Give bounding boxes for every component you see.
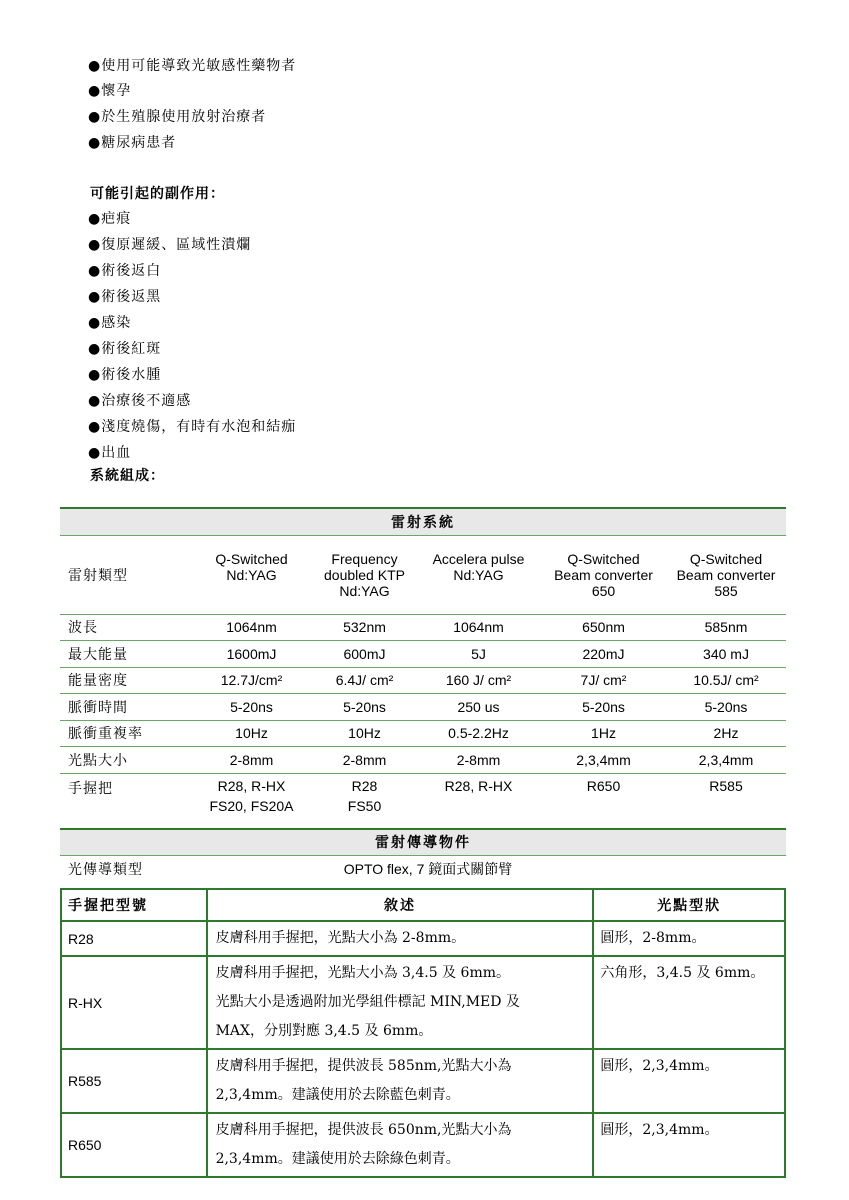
list-item: ●出血	[88, 445, 132, 461]
table-cell: 532nm	[313, 614, 416, 641]
delivery-value: OPTO flex, 7 鏡面式關節臂	[343, 860, 513, 877]
handpiece-description: 皮膚科用手握把，提供波長 650nm,光點大小為 2,3,4mm。建議使用於去除綠色刺青。	[207, 1113, 594, 1177]
laser-type-cell: Q-Switched Nd:YAG	[215, 550, 288, 583]
table-row	[60, 535, 786, 614]
spot-shape: 圓形，2-8mm。	[593, 921, 785, 956]
table-cell: 220mJ	[541, 641, 666, 668]
list-item: ●淺度燒傷，有時有水泡和結痂	[88, 419, 297, 435]
row-label: 雷射類型	[68, 567, 128, 584]
table-cell: 1600mJ	[190, 641, 313, 668]
column-header: 敘述	[207, 889, 594, 921]
handpiece-description: 皮膚科用手握把，光點大小為 2-8mm。	[207, 921, 594, 956]
row-label: 光點大小	[60, 747, 190, 774]
table-cell: 0.5-2.2Hz	[416, 720, 541, 747]
table-cell: 250 us	[416, 694, 541, 721]
list-item: ●使用可能導致光敏感性藥物者	[88, 58, 297, 74]
table-row	[60, 720, 786, 747]
handpiece-model: R-HX	[61, 956, 207, 1049]
table-cell: 1Hz	[541, 720, 666, 747]
table-row	[60, 829, 786, 856]
table-row	[61, 1113, 785, 1177]
handpiece-model: R585	[61, 1049, 207, 1113]
table-cell: 1064nm	[416, 614, 541, 641]
table-cell: 2-8mm	[313, 747, 416, 774]
list-item: ●感染	[88, 315, 132, 331]
table-row	[60, 747, 786, 774]
table-cell: 12.7J/cm²	[190, 667, 313, 694]
laser-type-cell: Q-Switched Beam converter 585	[676, 550, 776, 599]
table-cell: 2-8mm	[416, 747, 541, 774]
table-cell: 2,3,4mm	[666, 747, 786, 774]
table-row	[60, 508, 786, 535]
row-label: 手握把	[60, 773, 190, 829]
table-cell: 10Hz	[313, 720, 416, 747]
handpiece-table	[60, 888, 786, 1178]
table-cell: 5-20ns	[541, 694, 666, 721]
list-item: ●疤痕	[88, 211, 132, 227]
handpiece-cell: R650	[541, 773, 666, 829]
table-row	[60, 641, 786, 668]
table-row	[61, 921, 785, 956]
table-cell: 160 J/ cm²	[416, 667, 541, 694]
handpiece-cell: R585	[666, 773, 786, 829]
system-heading: 系統組成：	[90, 468, 165, 484]
table-cell: 1064nm	[190, 614, 313, 641]
spot-shape: 圓形，2,3,4mm。	[593, 1049, 785, 1113]
handpiece-description: 皮膚科用手握把，提供波長 585nm,光點大小為 2,3,4mm。建議使用於去除藍色刺青。	[207, 1049, 594, 1113]
list-item: ●術後返白	[88, 263, 162, 279]
table-cell: 585nm	[666, 614, 786, 641]
list-item: ●術後水腫	[88, 367, 162, 383]
list-item: ●復原遲緩、區域性潰爛	[88, 237, 252, 253]
table-cell: 2Hz	[666, 720, 786, 747]
row-label: 脈衝時間	[60, 694, 190, 721]
handpiece-model: R28	[61, 921, 207, 956]
row-label: 能量密度	[60, 667, 190, 694]
table-cell: 7J/ cm²	[541, 667, 666, 694]
column-header: 手握把型號	[61, 889, 207, 921]
handpiece-cell: R28 FS50	[313, 773, 416, 829]
side-effects-heading: 可能引起的副作用：	[90, 186, 225, 202]
table-cell: 6.4J/ cm²	[313, 667, 416, 694]
list-item: ●懷孕	[88, 83, 132, 99]
table-header-row	[61, 889, 785, 921]
row-label: 光傳導類型	[68, 861, 143, 878]
table-cell: 10.5J/ cm²	[666, 667, 786, 694]
table-cell: 5J	[416, 641, 541, 668]
table-cell: 650nm	[541, 614, 666, 641]
row-label: 脈衝重複率	[60, 720, 190, 747]
row-label: 波長	[60, 614, 190, 641]
list-item: ●於生殖腺使用放射治療者	[88, 109, 267, 125]
laser-type-cell: Frequency doubled KTP Nd:YAG	[324, 550, 405, 599]
handpiece-description: 皮膚科用手握把，光點大小為 3,4.5 及 6mm。 光點大小是透過附加光學組件標記 MIN,MED 及 MAX，分別對應 3,4.5 及 6mm。	[207, 956, 594, 1049]
table-cell: 600mJ	[313, 641, 416, 668]
laser-type-cell: Q-Switched Beam converter 650	[554, 550, 653, 599]
list-item: ●治療後不適感	[88, 393, 192, 409]
list-item: ●術後紅斑	[88, 341, 162, 357]
table-row	[60, 614, 786, 641]
spot-shape: 圓形，2,3,4mm。	[593, 1113, 785, 1177]
handpiece-cell: R28, R-HX	[416, 773, 541, 829]
column-header: 光點型狀	[593, 889, 785, 921]
table-cell: 5-20ns	[666, 694, 786, 721]
table-cell: 2,3,4mm	[541, 747, 666, 774]
row-label: 最大能量	[60, 641, 190, 668]
laser-system-table	[60, 507, 786, 882]
table-row	[60, 856, 786, 882]
laser-type-cell: Accelera pulse Nd:YAG	[432, 550, 525, 583]
laser-system-title: 雷射系統	[60, 508, 786, 535]
table-cell: 5-20ns	[190, 694, 313, 721]
table-row	[60, 667, 786, 694]
table-row	[61, 956, 785, 1049]
table-row	[60, 773, 786, 829]
handpiece-cell: R28, R-HX FS20, FS20A	[190, 773, 313, 829]
spot-shape: 六角形，3,4.5 及 6mm。	[593, 956, 785, 1049]
handpiece-model: R650	[61, 1113, 207, 1177]
list-item: ●糖尿病患者	[88, 135, 177, 151]
table-row	[60, 694, 786, 721]
table-cell: 2-8mm	[190, 747, 313, 774]
list-item: ●術後返黑	[88, 289, 162, 305]
delivery-title: 雷射傳導物件	[60, 829, 786, 856]
table-row	[61, 1049, 785, 1113]
table-cell: 10Hz	[190, 720, 313, 747]
table-cell: 5-20ns	[313, 694, 416, 721]
table-cell: 340 mJ	[666, 641, 786, 668]
